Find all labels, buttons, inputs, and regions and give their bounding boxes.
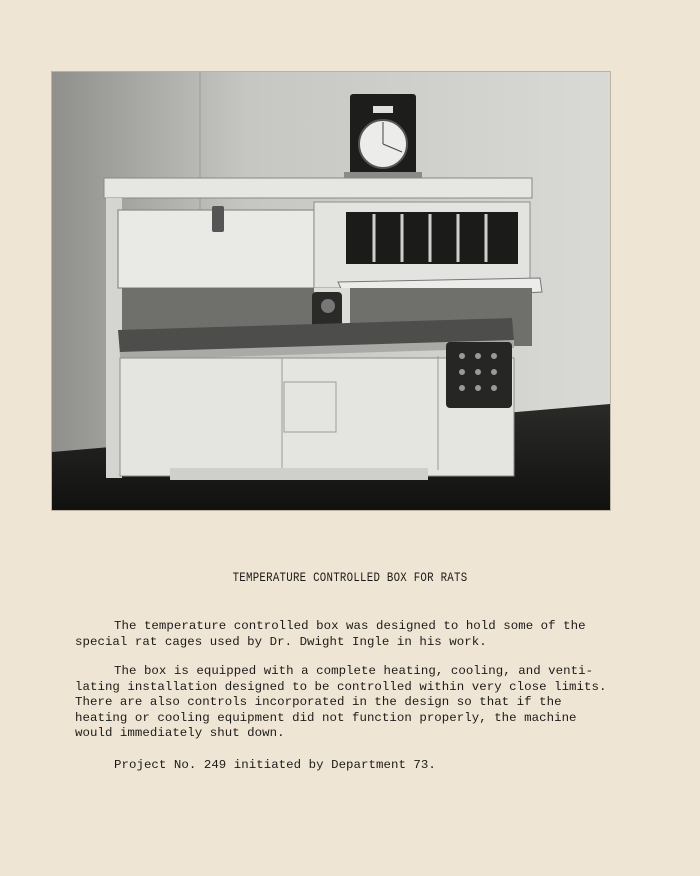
text-line: special rat cages used by Dr. Dwight Ingle in his work. (75, 634, 487, 649)
paragraph-project (75, 758, 635, 774)
text-line: lating installation designed to be controlled within very close limits. (75, 679, 607, 694)
text-line: The box is equipped with a complete heating, cooling, and venti- (114, 664, 594, 678)
text-line: Project No. 249 initiated by Department 73. (114, 758, 436, 772)
text-line: The temperature controlled box was designed to hold some of the (114, 619, 586, 633)
chart-recorder (344, 94, 422, 180)
text-line: There are also controls incorporated in the design so that if the (75, 695, 562, 710)
paragraph-equipment (75, 664, 635, 742)
caption-title: TEMPERATURE CONTROLLED BOX FOR RATS (232, 571, 468, 585)
paragraph-purpose (75, 619, 635, 650)
text-line: heating or cooling equipment did not function properly, the machine (75, 710, 577, 725)
control-panel (446, 342, 512, 408)
machine-photo (52, 72, 610, 510)
text-line: would immediately shut down. (75, 726, 285, 741)
